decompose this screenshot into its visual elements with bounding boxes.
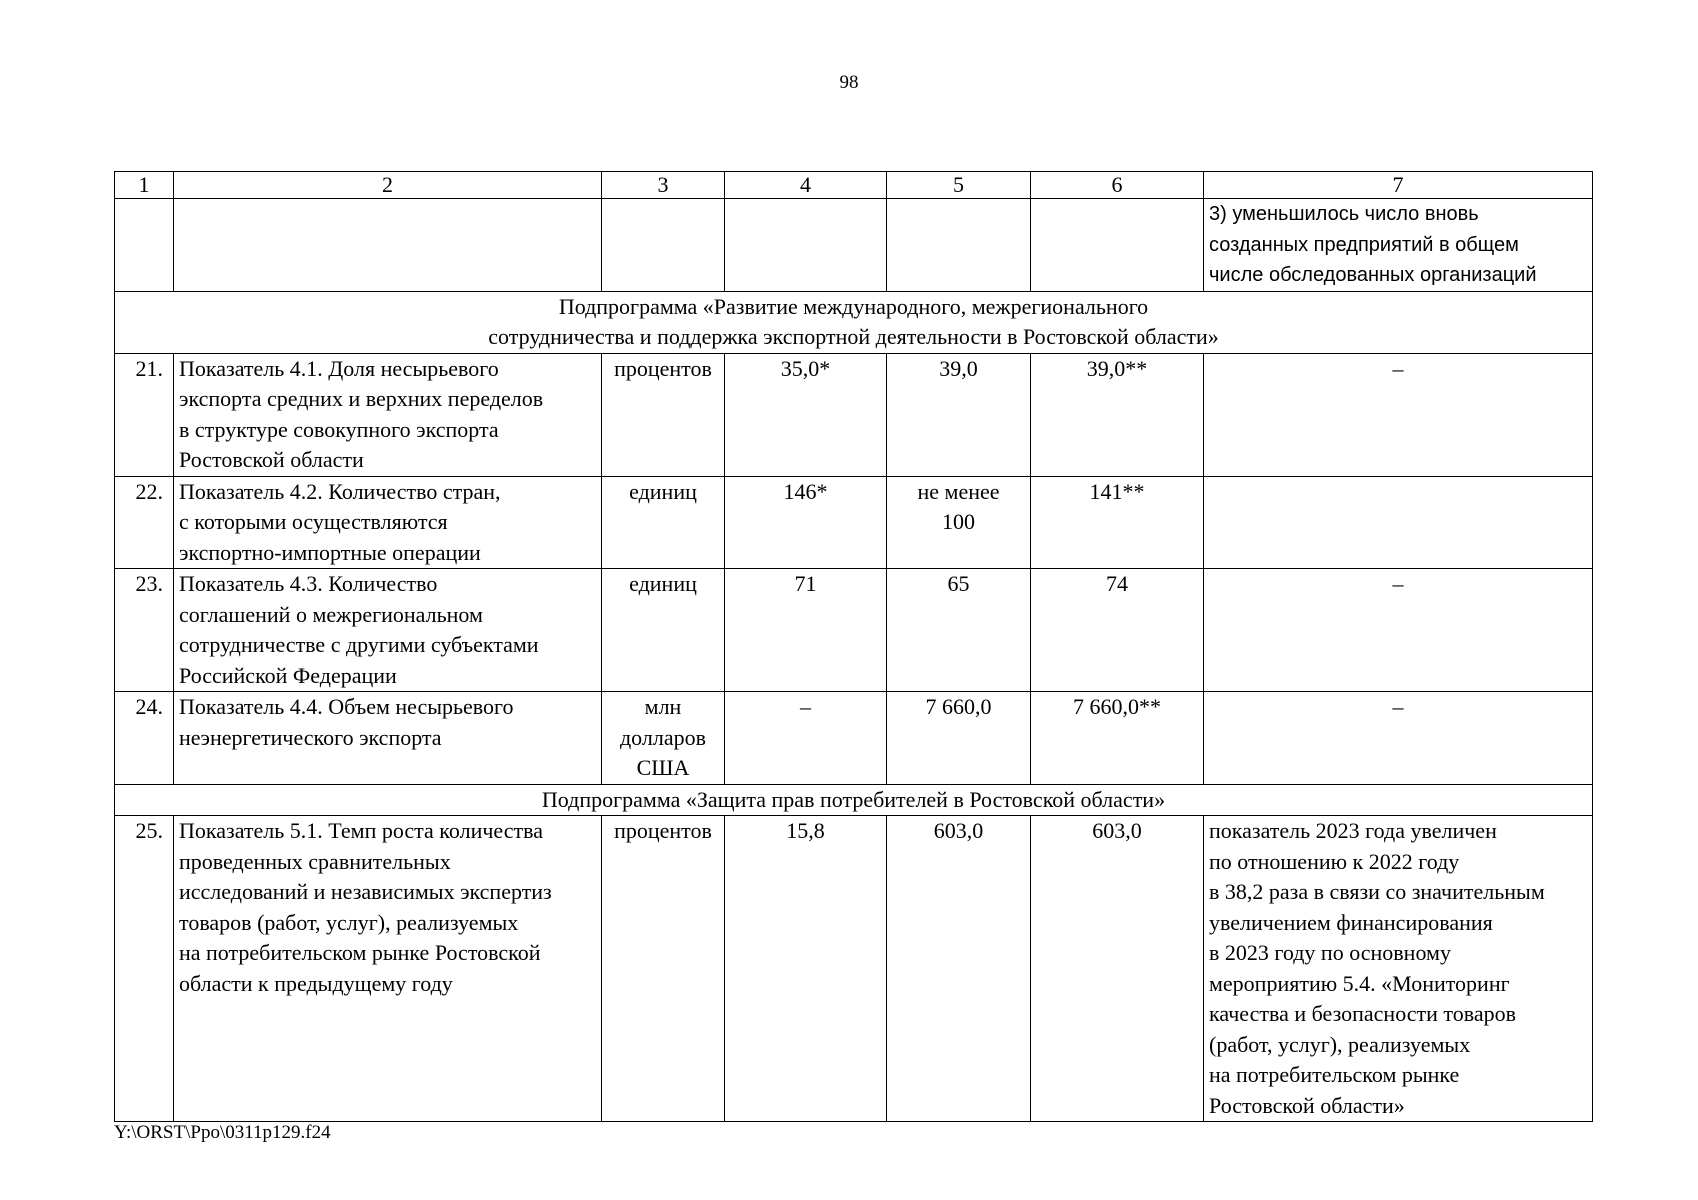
indicator-name — [174, 353, 602, 476]
row-number: 23. — [115, 569, 174, 692]
section-row — [115, 784, 1593, 816]
value-col6-line: 74 — [1106, 571, 1128, 596]
indicator-name — [174, 692, 602, 785]
column-number: 3 — [602, 172, 725, 199]
row-number: 25. — [115, 816, 174, 1122]
value-col6-line: 39,0** — [1086, 355, 1148, 381]
comment-cell-line: по отношению к 2022 году — [1209, 848, 1460, 874]
column-number: 2 — [174, 172, 602, 199]
comment-cell-line: – — [1392, 571, 1404, 596]
indicator-name-line: области к предыдущему году — [179, 970, 453, 996]
indicator-name-line: с которыми осуществляются — [179, 509, 448, 534]
empty-cell — [174, 199, 602, 292]
unit-cell — [602, 816, 725, 1122]
value-col4 — [725, 692, 887, 785]
empty-cell — [1031, 199, 1204, 292]
column-number: 4 — [725, 172, 887, 199]
section-title-line: Подпрограмма «Защита прав потребителей в Ростовской области» — [541, 786, 1166, 812]
value-col5 — [887, 692, 1031, 785]
comment-cell — [1204, 569, 1593, 692]
comment-cell-line: мероприятию 5.4. «Мониторинг — [1209, 970, 1510, 996]
value-col5-line: 100 — [942, 509, 975, 534]
value-col6-line: 7 660,0** — [1073, 694, 1161, 719]
indicator-name-line: проведенных сравнительных — [179, 848, 451, 874]
comment-cell-line: на потребительском рынке — [1209, 1062, 1460, 1087]
indicator-name — [174, 816, 602, 1122]
indicator-name-line: товаров (работ, услуг), реализуемых — [179, 909, 519, 935]
file-path: Y:\ORST\Ppo\0311p129.f24 — [114, 1122, 331, 1143]
comment-cell — [1204, 353, 1593, 476]
value-col6 — [1031, 476, 1204, 569]
indicator-name-line: Показатель 5.1. Темп роста количества — [179, 818, 543, 843]
value-col5-line: не менее — [917, 478, 1000, 504]
comment-cell — [1204, 476, 1593, 569]
unit-cell — [602, 353, 725, 476]
value-col4 — [725, 476, 887, 569]
row-number: 24. — [115, 692, 174, 785]
indicator-name — [174, 476, 602, 569]
row-number: 21. — [115, 353, 174, 476]
table-row — [115, 569, 1593, 692]
unit-cell-line: долларов — [619, 724, 706, 750]
table-row — [115, 816, 1593, 1122]
indicator-name-line: исследований и независимых экспертиз — [179, 879, 552, 904]
unit-cell — [602, 476, 725, 569]
value-col4-line: 146* — [783, 478, 828, 504]
note-line: 3) уменьшилось число вновь — [1209, 203, 1479, 225]
value-col4-line: 15,8 — [786, 818, 825, 843]
section-row — [115, 291, 1593, 353]
value-col4 — [725, 816, 887, 1122]
indicators-table — [114, 171, 1593, 1122]
indicator-name-line: экспорта средних и верхних переделов — [179, 386, 544, 411]
value-col6 — [1031, 692, 1204, 785]
indicator-name-line: соглашений о межрегиональном — [179, 601, 483, 627]
note-line: числе обследованных организаций — [1209, 264, 1537, 286]
column-number: 1 — [115, 172, 174, 199]
value-col5-line: 39,0 — [939, 355, 978, 381]
indicator-name-line: Ростовской области — [179, 447, 364, 472]
value-col6 — [1031, 569, 1204, 692]
value-col5 — [887, 569, 1031, 692]
comment-cell-line: в 2023 году по основному — [1209, 940, 1451, 965]
table-row — [115, 476, 1593, 569]
comment-cell-line: – — [1392, 355, 1404, 381]
section-title — [115, 291, 1593, 353]
page-number: 98 — [839, 72, 859, 93]
value-col5-line: 65 — [947, 571, 970, 596]
comment-cell-line: – — [1392, 694, 1404, 719]
value-col6-line: 603,0 — [1092, 818, 1142, 843]
table-row — [115, 353, 1593, 476]
unit-cell-line: млн — [644, 694, 682, 719]
value-col5 — [887, 816, 1031, 1122]
comment-cell-line: в 38,2 раза в связи со значительным — [1209, 879, 1545, 904]
value-col4 — [725, 569, 887, 692]
indicator-name — [174, 569, 602, 692]
value-col6 — [1031, 353, 1204, 476]
section-title-line: Подпрограмма «Развитие международного, межрегионального — [558, 293, 1149, 319]
column-number: 7 — [1204, 172, 1593, 199]
value-col6-line: 141** — [1089, 478, 1145, 504]
section-title — [115, 784, 1593, 816]
indicator-name-line: на потребительском рынке Ростовской — [179, 940, 541, 965]
comment-cell-line: (работ, услуг), реализуемых — [1209, 1031, 1471, 1057]
table-row — [115, 692, 1593, 785]
empty-cell — [887, 199, 1031, 292]
comment-cell — [1204, 816, 1593, 1122]
value-col5-line: 603,0 — [933, 818, 984, 843]
unit-cell-line: процентов — [614, 818, 712, 843]
value-col5 — [887, 476, 1031, 569]
unit-cell — [602, 692, 725, 785]
value-col4-line: – — [800, 694, 811, 719]
indicator-name-line: Показатель 4.3. Количество — [179, 571, 438, 596]
value-col6 — [1031, 816, 1204, 1122]
indicator-name-line: неэнергетического экспорта — [179, 724, 442, 750]
unit-cell-line: единиц — [629, 478, 697, 504]
comment-cell-line: Ростовской области» — [1209, 1092, 1405, 1118]
comment-cell-line: показатель 2023 года увеличен — [1209, 818, 1497, 843]
empty-cell — [115, 199, 174, 292]
value-col5-line: 7 660,0 — [925, 694, 992, 719]
indicator-name-line: Показатель 4.1. Доля несырьевого — [179, 355, 499, 381]
indicator-name-line: Показатель 4.4. Объем несырьевого — [179, 694, 514, 719]
comment-cell — [1204, 692, 1593, 785]
value-col4-line: 71 — [794, 571, 817, 596]
unit-cell-line: единиц — [629, 571, 697, 596]
empty-cell — [602, 199, 725, 292]
note-line: созданных предприятий в общем — [1209, 233, 1519, 256]
unit-cell — [602, 569, 725, 692]
continuation-note — [1204, 199, 1593, 292]
unit-cell-line: США — [636, 755, 690, 780]
empty-cell — [725, 199, 887, 292]
unit-cell-line: процентов — [614, 355, 712, 381]
indicator-name-line: в структуре совокупного экспорта — [179, 416, 499, 442]
comment-cell-line: увеличением финансирования — [1209, 909, 1493, 935]
indicator-name-line: Российской Федерации — [179, 662, 397, 688]
row-number: 22. — [115, 476, 174, 569]
indicator-name-line: Показатель 4.2. Количество стран, — [179, 478, 501, 504]
column-number: 5 — [887, 172, 1031, 199]
value-col4 — [725, 353, 887, 476]
section-title-line: сотрудничества и поддержка экспортной деятельности в Ростовской области» — [488, 324, 1219, 349]
column-number-row — [115, 172, 1593, 199]
value-col5 — [887, 353, 1031, 476]
continuation-row — [115, 199, 1593, 292]
indicator-name-line: сотрудничестве с другими субъектами — [179, 632, 539, 657]
comment-cell-line: качества и безопасности товаров — [1209, 1001, 1516, 1026]
indicator-name-line: экспортно-импортные операции — [179, 539, 481, 565]
value-col4-line: 35,0* — [780, 355, 831, 381]
column-number: 6 — [1031, 172, 1204, 199]
